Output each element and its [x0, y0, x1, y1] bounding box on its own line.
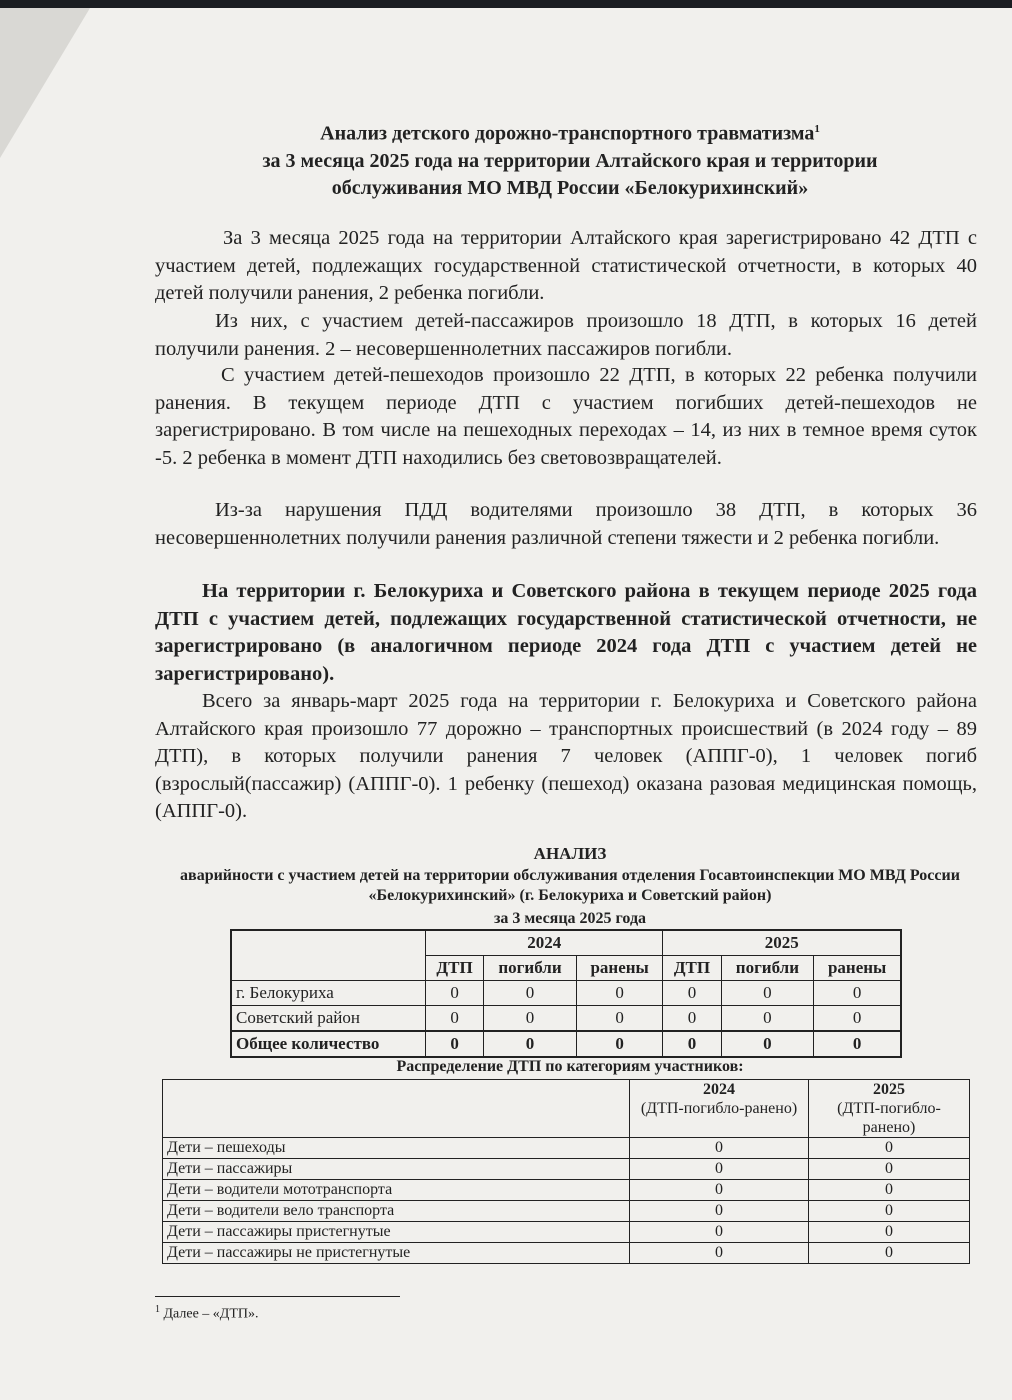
table-row	[163, 1180, 970, 1201]
row-label: Дети – пассажиры пристегнутые	[163, 1222, 630, 1243]
cell-value: 0	[814, 981, 901, 1006]
row-label: г. Белокуриха	[231, 981, 426, 1006]
title-line-1: Анализ детского дорожно-транспортного травматизма	[320, 122, 815, 145]
cell-value: 0	[721, 981, 814, 1006]
cell-value: 0	[809, 1222, 970, 1243]
col-killed-2024: погибли	[484, 956, 577, 981]
document-title	[160, 116, 980, 202]
cell-value: 0	[426, 1006, 484, 1032]
paragraph-2: Из них, с участием детей-пассажиров произошло 18 ДТП, в которых 16 детей получили ранения. 2 – несовершеннолетних пассажиров погибли.	[155, 310, 977, 360]
cell-value: 0	[809, 1243, 970, 1264]
table-corner-cell	[163, 1080, 630, 1138]
analysis-subheading: аварийности с участием детей на территории обслуживания отделения Госавтоинспекции МО МВД России «Белокурихинский» (г. Белокуриха и Советский район)	[180, 867, 960, 904]
cell-value: 0	[630, 1243, 809, 1264]
paragraph-5-bold: На территории г. Белокуриха и Советского района в текущем периоде 2025 года ДТП с участием детей, подлежащих государственной статистической отчетности, не зарегистрировано (в аналогичном периоде 2024 года ДТП с участием детей не зарегистрировано).	[155, 580, 977, 685]
table-row	[231, 1006, 901, 1032]
col-injured-2025: ранены	[814, 956, 901, 981]
col-injured-2024: ранены	[576, 956, 663, 981]
paragraph-6: Всего за январь-март 2025 года на территории г. Белокуриха и Советского района Алтайского края произошло 77 дорожно – транспортных происшествий (в 2024 году – 89 ДТП), в которых получили ранения 7 человек (АППГ-0), 1 человек погиб (взрослый(пассажир) (АППГ-0). 1 ребенку (пешеход) оказана разовая медицинская помощь, (АППГ-0).	[155, 690, 977, 822]
header-2024	[630, 1080, 809, 1138]
table-row	[163, 1159, 970, 1180]
footnote-mark: 1	[155, 1304, 160, 1315]
cell-value: 0	[814, 1031, 901, 1057]
footnote	[155, 1304, 259, 1323]
row-label: Общее количество	[231, 1031, 426, 1057]
footnote-separator	[155, 1296, 400, 1297]
cell-value: 0	[809, 1159, 970, 1180]
header-sub: (ДТП-погибло-ранено)	[640, 1100, 798, 1117]
title-line-3: обслуживания МО МВД России «Белокурихинский»	[331, 176, 809, 199]
row-label: Дети – пешеходы	[163, 1138, 630, 1159]
footnote-text: Далее – «ДТП».	[163, 1306, 259, 1322]
cell-value: 0	[814, 1006, 901, 1032]
table-row	[163, 1222, 970, 1243]
table-row	[163, 1138, 970, 1159]
paragraph-1: За 3 месяца 2025 года на территории Алтайского края зарегистрировано 42 ДТП с участием детей, подлежащих государственной статистической отчетности, в которых 40 детей получили ранения, 2 ребенка погибли.	[155, 227, 977, 304]
cell-value: 0	[426, 981, 484, 1006]
col-dtp-2024: ДТП	[426, 956, 484, 981]
cell-value: 0	[630, 1138, 809, 1159]
col-killed-2025: погибли	[721, 956, 814, 981]
cell-value: 0	[630, 1201, 809, 1222]
row-label: Дети – пассажиры не пристегнутые	[163, 1243, 630, 1264]
row-label: Дети – водители мототранспорта	[163, 1180, 630, 1201]
cell-value: 0	[663, 1031, 721, 1057]
cell-value: 0	[721, 1031, 814, 1057]
header-year: 2024	[703, 1081, 735, 1098]
header-2025	[809, 1080, 970, 1138]
table2-caption: Распределение ДТП по категориям участников:	[396, 1058, 744, 1075]
cell-value: 0	[426, 1031, 484, 1057]
cell-value: 0	[663, 1006, 721, 1032]
table-row	[163, 1201, 970, 1222]
cell-value: 0	[630, 1222, 809, 1243]
row-label: Дети – водители вело транспорта	[163, 1201, 630, 1222]
table-row	[231, 981, 901, 1006]
cell-value: 0	[484, 1031, 577, 1057]
analysis-heading: АНАЛИЗ	[533, 844, 607, 863]
cell-value: 0	[484, 981, 577, 1006]
cell-value: 0	[809, 1201, 970, 1222]
cell-value: 0	[663, 981, 721, 1006]
accident-stats-table	[230, 929, 902, 1058]
cell-value: 0	[576, 981, 663, 1006]
paragraph-3: С участием детей-пешеходов произошло 22 ДТП, в которых 22 ребенка получили ранения. В текущем периоде ДТП с участием погибших детей-пешеходов не зарегистрировано. В том числе на пешеходных переходах – 14, из них в темное время суток -5. 2 ребенка в момент ДТП находились без световозвращателей.	[155, 364, 977, 469]
cell-value: 0	[630, 1180, 809, 1201]
table-corner-cell	[231, 930, 426, 981]
cell-value: 0	[576, 1006, 663, 1032]
year-2025-header: 2025	[663, 930, 901, 956]
cell-value: 0	[630, 1159, 809, 1180]
row-label: Советский район	[231, 1006, 426, 1032]
cell-value: 0	[576, 1031, 663, 1057]
cell-value: 0	[484, 1006, 577, 1032]
table-row	[163, 1243, 970, 1264]
cell-value: 0	[809, 1138, 970, 1159]
header-sub: (ДТП-погибло-ранено)	[837, 1100, 941, 1136]
cell-value: 0	[721, 1006, 814, 1032]
analysis-period: за 3 месяца 2025 года	[493, 910, 647, 927]
cell-value: 0	[809, 1180, 970, 1201]
row-label: Дети – пассажиры	[163, 1159, 630, 1180]
table-row-total	[231, 1031, 901, 1057]
paragraph-4: Из-за нарушения ПДД водителями произошло 38 ДТП, в которых 36 несовершеннолетних получили ранения различной степени тяжести и 2 ребенка погибли.	[155, 499, 977, 549]
col-dtp-2025: ДТП	[663, 956, 721, 981]
title-line-2: за 3 месяца 2025 года на территории Алтайского края и территории	[262, 149, 878, 172]
participants-table	[162, 1079, 970, 1264]
header-year: 2025	[873, 1081, 905, 1098]
footnote-mark: 1	[814, 123, 820, 135]
year-2024-header: 2024	[426, 930, 663, 956]
